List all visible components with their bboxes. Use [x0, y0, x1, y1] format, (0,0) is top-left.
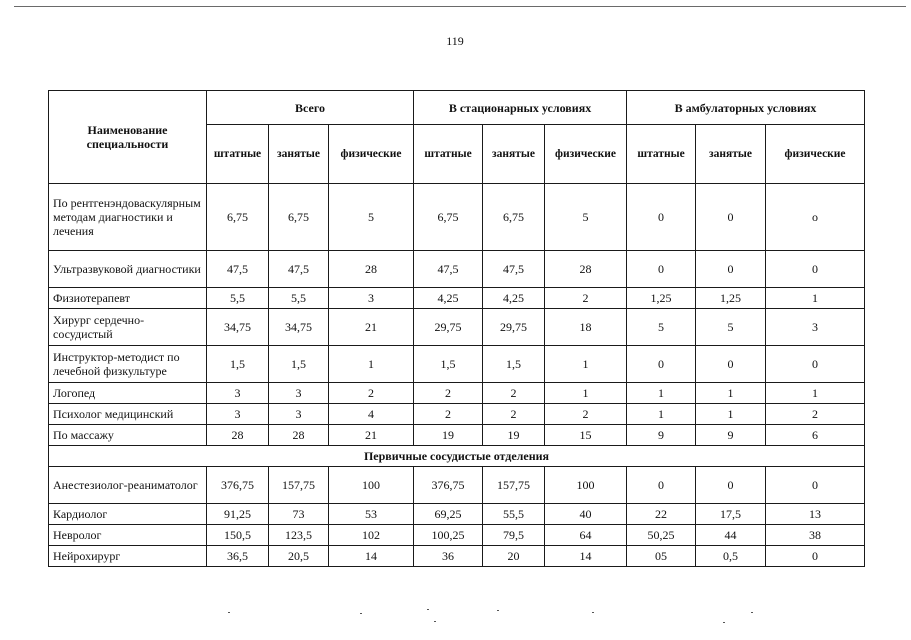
table-cell: 64: [545, 525, 627, 546]
table-cell: 2: [414, 383, 483, 404]
table-cell: 6: [766, 425, 865, 446]
table-cell: 5: [545, 184, 627, 251]
table-cell: 0: [696, 346, 766, 383]
header-specialty-name: Наименование специальности: [49, 91, 207, 184]
table-cell: 3: [207, 404, 269, 425]
header-subcol: штатные: [207, 125, 269, 184]
table-cell: 3: [269, 383, 329, 404]
header-subcol: физические: [329, 125, 414, 184]
table-cell: 2: [545, 288, 627, 309]
table-cell: 6,75: [207, 184, 269, 251]
table-cell: 0: [627, 184, 696, 251]
table-cell: 0: [627, 346, 696, 383]
table-row: [49, 467, 865, 504]
table-cell: 9: [627, 425, 696, 446]
table-cell: 69,25: [414, 504, 483, 525]
table-cell: 5: [696, 309, 766, 346]
table-cell: 2: [545, 404, 627, 425]
table-cell: 100: [329, 467, 414, 504]
table-row: [49, 504, 865, 525]
row-specialty-name: По рентгенэндоваскулярным методам диагностики и лечения: [49, 184, 207, 251]
header-subcol: занятые: [269, 125, 329, 184]
table-cell: 1: [766, 383, 865, 404]
table-cell: 1,5: [207, 346, 269, 383]
table-cell: 14: [329, 546, 414, 567]
header-subcol: физические: [766, 125, 865, 184]
row-specialty-name: Хирург сердечно-сосудистый: [49, 309, 207, 346]
table-cell: 0: [766, 546, 865, 567]
table-cell: 100,25: [414, 525, 483, 546]
scan-speck: [723, 622, 725, 623]
table-cell: 5,5: [269, 288, 329, 309]
header-group-inpatient: В стационарных условиях: [414, 91, 627, 125]
section-title: Первичные сосудистые отделения: [49, 446, 865, 467]
section-header-row: [49, 446, 865, 467]
table-cell: 79,5: [483, 525, 545, 546]
header-group-total: Всего: [207, 91, 414, 125]
table-cell: 05: [627, 546, 696, 567]
table-cell: 28: [269, 425, 329, 446]
table-cell: 5: [627, 309, 696, 346]
table-row: [49, 404, 865, 425]
table-cell: 2: [766, 404, 865, 425]
table-cell: 0: [627, 251, 696, 288]
scan-speck: [497, 610, 499, 611]
table-cell: 0: [696, 251, 766, 288]
table-cell: 1: [696, 383, 766, 404]
row-specialty-name: Кардиолог: [49, 504, 207, 525]
table-cell: 6,75: [483, 184, 545, 251]
table-cell: 1,5: [483, 346, 545, 383]
table-cell: 4,25: [414, 288, 483, 309]
table-cell: 6,75: [414, 184, 483, 251]
table-cell: 1,5: [414, 346, 483, 383]
table-cell: 0: [627, 467, 696, 504]
table-cell: 47,5: [483, 251, 545, 288]
row-specialty-name: Физиотерапевт: [49, 288, 207, 309]
header-subcol: занятые: [696, 125, 766, 184]
table-cell: 28: [329, 251, 414, 288]
table-cell: 6,75: [269, 184, 329, 251]
table-cell: 0: [766, 346, 865, 383]
table-cell: 21: [329, 309, 414, 346]
table-row: [49, 546, 865, 567]
scan-speck: [360, 613, 362, 614]
table-cell: 36,5: [207, 546, 269, 567]
page-number: 119: [446, 34, 464, 48]
row-specialty-name: По массажу: [49, 425, 207, 446]
table-cell: 157,75: [269, 467, 329, 504]
table-cell: 50,25: [627, 525, 696, 546]
table-cell: 1: [627, 383, 696, 404]
scan-speck: [751, 612, 753, 613]
table-cell: 376,75: [414, 467, 483, 504]
table-cell: 15: [545, 425, 627, 446]
table-cell: 28: [545, 251, 627, 288]
table-row: [49, 309, 865, 346]
table-cell: 47,5: [269, 251, 329, 288]
table-cell: 0: [766, 251, 865, 288]
table-cell: 17,5: [696, 504, 766, 525]
table-cell: 5,5: [207, 288, 269, 309]
scan-speck: [228, 612, 230, 613]
top-rule: [14, 6, 906, 7]
table-row: [49, 346, 865, 383]
table-row: [49, 288, 865, 309]
header-subcol: штатные: [414, 125, 483, 184]
table-cell: 150,5: [207, 525, 269, 546]
table-cell: 1: [329, 346, 414, 383]
table-cell: 3: [766, 309, 865, 346]
table-cell: 102: [329, 525, 414, 546]
table-cell: 3: [269, 404, 329, 425]
table-cell: 1,5: [269, 346, 329, 383]
table-row: [49, 184, 865, 251]
table-cell: 100: [545, 467, 627, 504]
table-cell: 0: [696, 184, 766, 251]
table-header: [49, 91, 865, 184]
header-subcol: штатные: [627, 125, 696, 184]
table-cell: 1: [696, 404, 766, 425]
table-cell: 34,75: [269, 309, 329, 346]
table-cell: 36: [414, 546, 483, 567]
table-row: [49, 525, 865, 546]
row-specialty-name: Анестезиолог-реаниматолог: [49, 467, 207, 504]
staffing-table: [48, 90, 865, 567]
table-cell: 0,5: [696, 546, 766, 567]
table-cell: 1,25: [627, 288, 696, 309]
scan-speckles: [0, 612, 911, 632]
table-cell: 0: [766, 467, 865, 504]
table-cell: 18: [545, 309, 627, 346]
table-cell: 13: [766, 504, 865, 525]
table-cell: 157,75: [483, 467, 545, 504]
table-cell: 1: [545, 346, 627, 383]
table-body: [49, 184, 865, 567]
table-cell: 2: [329, 383, 414, 404]
row-specialty-name: Психолог медицинский: [49, 404, 207, 425]
table-cell: 2: [483, 404, 545, 425]
table-cell: 1,25: [696, 288, 766, 309]
table-cell: 1: [627, 404, 696, 425]
row-specialty-name: Ультразвуковой диагностики: [49, 251, 207, 288]
staffing-table-container: [48, 90, 864, 567]
table-cell: 38: [766, 525, 865, 546]
scan-speck: [592, 612, 594, 613]
table-cell: 22: [627, 504, 696, 525]
table-cell: 44: [696, 525, 766, 546]
table-cell: 47,5: [207, 251, 269, 288]
table-cell: 0: [696, 467, 766, 504]
table-cell: 4,25: [483, 288, 545, 309]
row-specialty-name: Невролог: [49, 525, 207, 546]
table-cell: 19: [483, 425, 545, 446]
table-cell: 29,75: [483, 309, 545, 346]
table-row: [49, 383, 865, 404]
table-cell: 9: [696, 425, 766, 446]
table-cell: 55,5: [483, 504, 545, 525]
table-cell: 40: [545, 504, 627, 525]
table-cell: 21: [329, 425, 414, 446]
row-specialty-name: Нейрохирург: [49, 546, 207, 567]
table-cell: 5: [329, 184, 414, 251]
table-cell: 91,25: [207, 504, 269, 525]
table-cell: 47,5: [414, 251, 483, 288]
table-cell: 34,75: [207, 309, 269, 346]
header-subcol: занятые: [483, 125, 545, 184]
table-cell: о: [766, 184, 865, 251]
table-cell: 1: [545, 383, 627, 404]
table-row: [49, 251, 865, 288]
table-cell: 1: [766, 288, 865, 309]
table-cell: 2: [483, 383, 545, 404]
table-cell: 123,5: [269, 525, 329, 546]
table-cell: 14: [545, 546, 627, 567]
header-subcol: физические: [545, 125, 627, 184]
table-cell: 376,75: [207, 467, 269, 504]
table-cell: 20: [483, 546, 545, 567]
table-cell: 2: [414, 404, 483, 425]
scan-speck: [427, 609, 429, 610]
header-group-outpatient: В амбулаторных условиях: [627, 91, 865, 125]
table-cell: 19: [414, 425, 483, 446]
scan-speck: [434, 621, 436, 622]
table-cell: 4: [329, 404, 414, 425]
table-cell: 3: [329, 288, 414, 309]
table-cell: 28: [207, 425, 269, 446]
table-cell: 53: [329, 504, 414, 525]
table-cell: 73: [269, 504, 329, 525]
table-cell: 29,75: [414, 309, 483, 346]
table-cell: 20,5: [269, 546, 329, 567]
table-row: [49, 425, 865, 446]
row-specialty-name: Инструктор-методист по лечебной физкультуре: [49, 346, 207, 383]
table-cell: 3: [207, 383, 269, 404]
row-specialty-name: Логопед: [49, 383, 207, 404]
